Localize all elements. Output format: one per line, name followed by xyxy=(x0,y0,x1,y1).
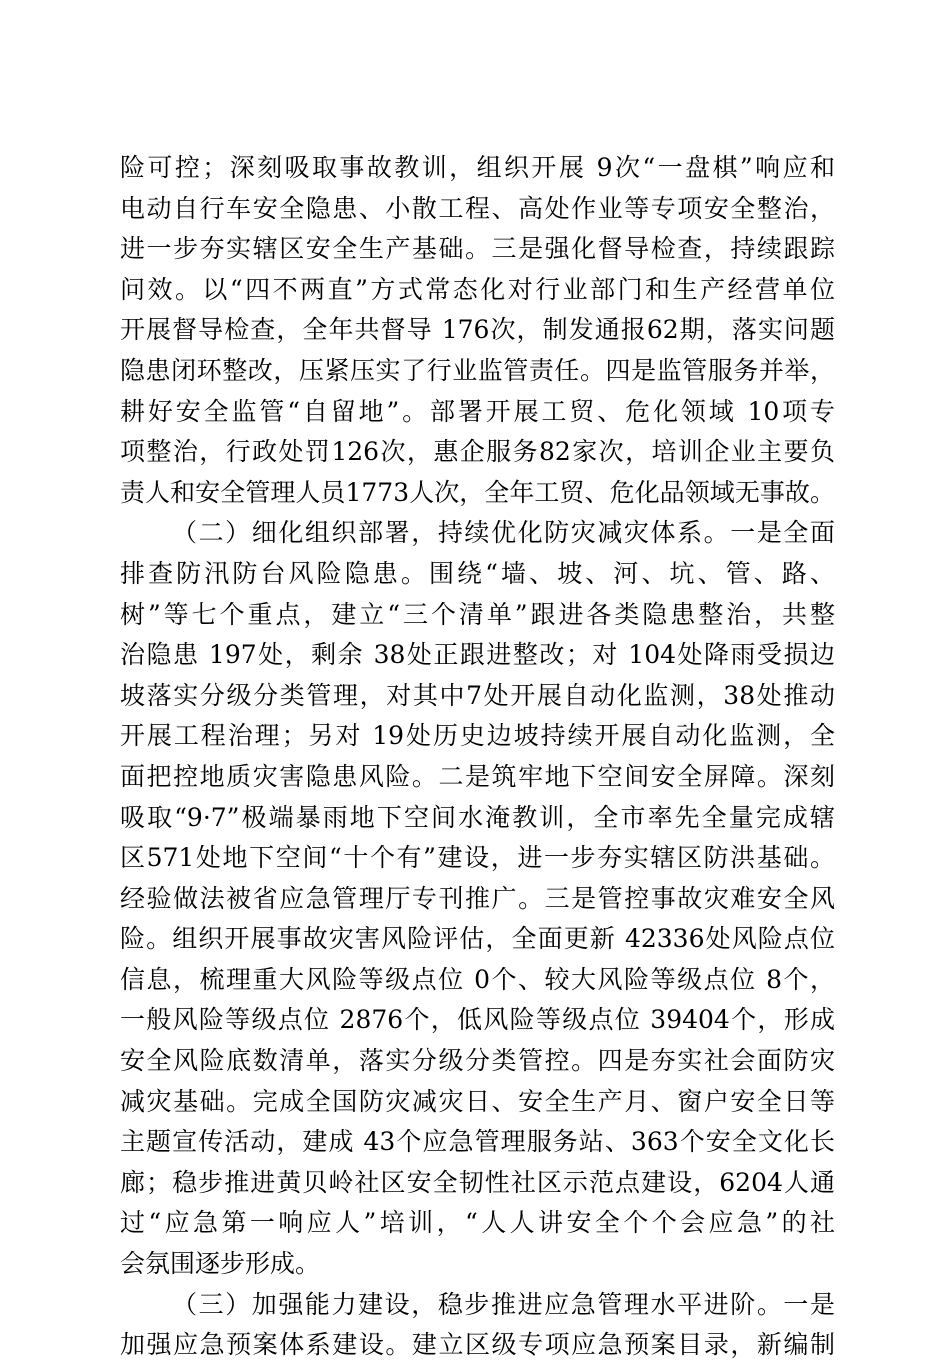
text-line: 治隐患 197处，剩余 38处正跟进整改；对 104处降雨受损边 xyxy=(120,640,835,670)
text-line: 树”等七个重点，建立“三个清单”跟进各类隐患整治，共整 xyxy=(120,599,835,629)
text-line: 加强应急预案体系建设。建立区级专项应急预案目录，新编制 xyxy=(120,1330,835,1360)
text-line: 会氛围逐步形成。 xyxy=(120,1249,321,1279)
text-line: 险。组织开展事故灾害风险评估，全面更新 42336处风险点位 xyxy=(120,924,835,954)
text-line: 廊；稳步推进黄贝岭社区安全韧性社区示范点建设，6204人通 xyxy=(120,1167,835,1197)
text-line: 面把控地质灾害隐患风险。二是筑牢地下空间安全屏障。深刻 xyxy=(120,761,835,791)
text-line: 问效。以“四不两直”方式常态化对行业部门和生产经营单位 xyxy=(120,274,835,304)
text-line: 隐患闭环整改，压紧压实了行业监管责任。四是监管服务并举， xyxy=(120,355,835,385)
text-line: 过“应急第一响应人”培训，“人人讲安全个个会应急”的社 xyxy=(120,1208,835,1238)
text-line: 进一步夯实辖区安全生产基础。三是强化督导检查，持续跟踪 xyxy=(120,234,835,264)
text-line: 电动自行车安全隐患、小散工程、高处作业等专项安全整治， xyxy=(120,193,835,223)
section-heading-line: （二）细化组织部署，持续优化防灾减灾体系。一是全面 xyxy=(172,518,835,548)
text-line: 耕好安全监管“自留地”。部署开展工贸、危化领域 10项专 xyxy=(120,396,835,426)
text-line: 经验做法被省应急管理厅专刊推广。三是管控事故灾难安全风 xyxy=(120,883,835,913)
text-line: 信息，梳理重大风险等级点位 0个、较大风险等级点位 8个， xyxy=(120,964,835,994)
text-line: 项整治，行政处罚126次，惠企服务82家次，培训企业主要负 xyxy=(120,437,835,467)
section-heading-line: （三）加强能力建设，稳步推进应急管理水平进阶。一是 xyxy=(172,1289,835,1319)
text-line: 减灾基础。完成全国防灾减灾日、安全生产月、窗户安全日等 xyxy=(120,1086,835,1116)
text-line: 主题宣传活动，建成 43个应急管理服务站、363个安全文化长 xyxy=(120,1127,835,1157)
text-line: 险可控；深刻吸取事故教训，组织开展 9次“一盘棋”响应和 xyxy=(120,153,835,182)
text-line: 开展督导检查，全年共督导 176次，制发通报62期，落实问题 xyxy=(120,315,835,345)
text-line: 吸取“9·7”极端暴雨地下空间水淹教训，全市率先全量完成辖 xyxy=(120,802,835,832)
text-line: 坡落实分级分类管理，对其中7处开展自动化监测，38处推动 xyxy=(120,680,835,710)
text-line: 排查防汛防台风险隐患。围绕“墙、坡、河、坑、管、路、 xyxy=(120,558,835,588)
body-text xyxy=(120,148,835,1366)
text-line: 安全风险底数清单，落实分级分类管控。四是夯实社会面防灾 xyxy=(120,1046,835,1076)
text-line: 一般风险等级点位 2876个，低风险等级点位 39404个，形成 xyxy=(120,1005,835,1035)
text-line: 区571处地下空间“十个有”建设，进一步夯实辖区防洪基础。 xyxy=(120,843,835,873)
text-line: 开展工程治理；另对 19处历史边坡持续开展自动化监测，全 xyxy=(120,721,835,751)
text-line: 责人和安全管理人员1773人次，全年工贸、危化品领域无事故。 xyxy=(120,477,835,507)
